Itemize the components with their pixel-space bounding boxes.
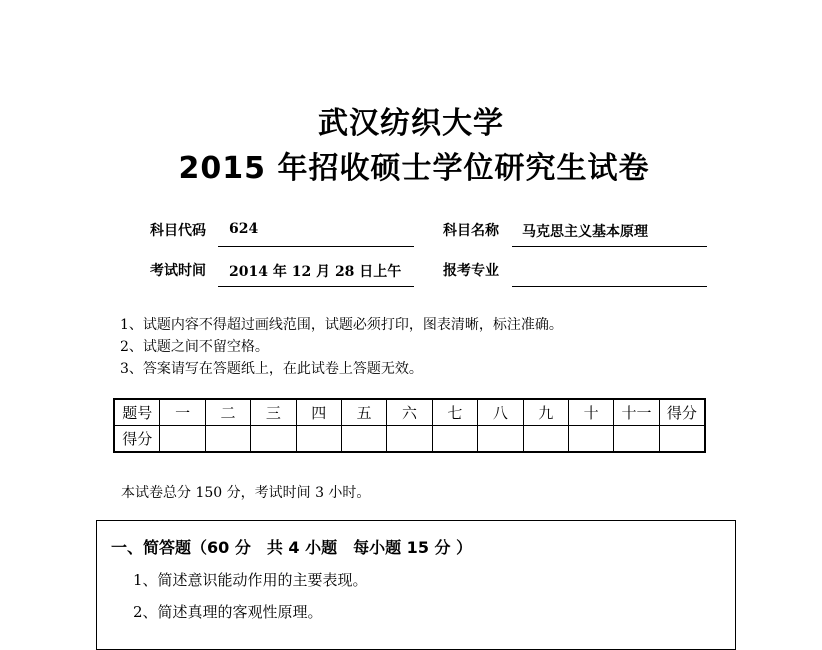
note-3: 3、答案请写在答题纸上，在此试卷上答题无效。 bbox=[120, 361, 423, 377]
subject-code-label: 科目代码 bbox=[150, 223, 206, 239]
header-cell: 七 bbox=[432, 399, 477, 426]
header-cell: 二 bbox=[205, 399, 250, 426]
score-cell bbox=[568, 426, 613, 453]
exam-time-label: 考试时间 bbox=[150, 263, 206, 279]
score-cell bbox=[659, 426, 705, 453]
major-line bbox=[512, 286, 707, 287]
score-cell bbox=[205, 426, 250, 453]
subject-name-label: 科目名称 bbox=[443, 223, 499, 239]
header-cell: 十 bbox=[568, 399, 613, 426]
subject-name-line bbox=[512, 246, 707, 247]
score-cell bbox=[160, 426, 205, 453]
note-1: 1、试题内容不得超过画线范围，试题必须打印，图表清晰，标注准确。 bbox=[120, 317, 563, 333]
question-section-box bbox=[96, 520, 736, 650]
score-cell bbox=[296, 426, 341, 453]
exam-title: 2015 年招收硕士学位研究生试卷 bbox=[178, 151, 650, 186]
exam-time-value: 2014 年 12 月 28 日上午 bbox=[229, 264, 402, 280]
score-row-label: 得分 bbox=[114, 426, 160, 453]
subject-name-value: 马克思主义基本原理 bbox=[522, 224, 648, 240]
header-cell: 一 bbox=[160, 399, 205, 426]
score-table-score-row bbox=[114, 426, 705, 453]
subject-code-value: 624 bbox=[229, 221, 259, 237]
header-cell: 三 bbox=[251, 399, 296, 426]
university-title: 武汉纺织大学 bbox=[318, 106, 504, 141]
subject-code-line bbox=[218, 246, 414, 247]
header-cell: 得分 bbox=[659, 399, 705, 426]
question-1: 1、简述意识能动作用的主要表现。 bbox=[133, 571, 368, 589]
score-cell bbox=[341, 426, 386, 453]
score-cell bbox=[614, 426, 659, 453]
header-cell: 六 bbox=[387, 399, 432, 426]
header-cell: 五 bbox=[341, 399, 386, 426]
score-cell bbox=[387, 426, 432, 453]
header-cell: 八 bbox=[478, 399, 523, 426]
score-cell bbox=[251, 426, 296, 453]
question-2: 2、简述真理的客观性原理。 bbox=[133, 603, 323, 621]
score-cell bbox=[523, 426, 568, 453]
header-cell: 九 bbox=[523, 399, 568, 426]
header-cell: 题号 bbox=[114, 399, 160, 426]
major-label: 报考专业 bbox=[443, 263, 499, 279]
exam-time-line bbox=[218, 286, 414, 287]
header-cell: 十一 bbox=[614, 399, 659, 426]
exam-summary: 本试卷总分 150 分，考试时间 3 小时。 bbox=[121, 485, 371, 501]
score-cell bbox=[478, 426, 523, 453]
score-table bbox=[113, 398, 706, 453]
score-table-header-row bbox=[114, 399, 705, 426]
section-heading: 一、简答题（60 分 共 4 小题 每小题 15 分 ） bbox=[111, 538, 473, 557]
header-cell: 四 bbox=[296, 399, 341, 426]
score-cell bbox=[432, 426, 477, 453]
note-2: 2、试题之间不留空格。 bbox=[120, 339, 269, 355]
